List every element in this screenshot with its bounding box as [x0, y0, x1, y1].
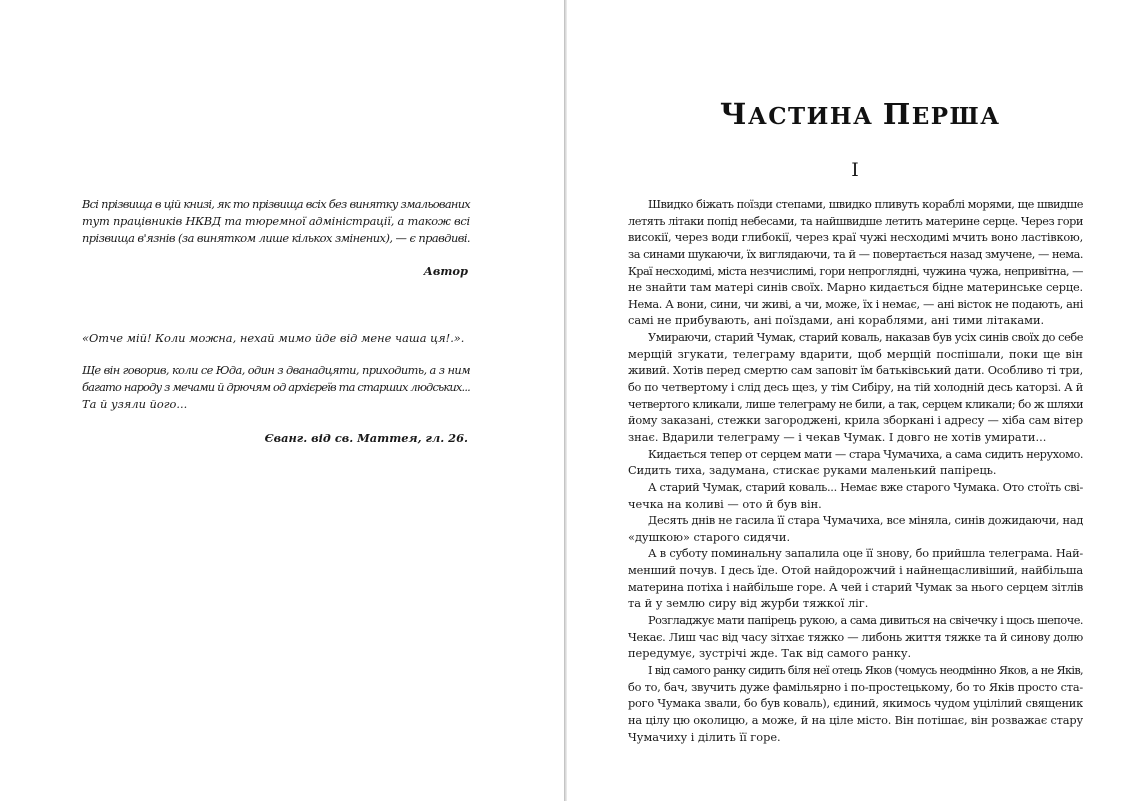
chapter-title-part: П — [882, 97, 912, 131]
body-line: І від самого ранку сидить біля неї отець Яков (чомусь неодмінно Яков, а не Яків, — [648, 662, 1083, 677]
body-line: Розгладжує мати папірець рукою, а сама дивиться на свічечку і щось шепоче. — [648, 613, 1083, 628]
body-line: Нема. А вони, сини, чи живі, а чи, може, їх і немає, — ані вісток не подають, ані — [628, 296, 1083, 311]
epigraph-line: Ще він говорив, коли се Юда, один з дванадцяти, приходить, а з ним — [82, 363, 470, 377]
body-line: Краї несходимі, міста незчислимі, гори непрогляднi, чужина чужа, непривітна, — — [628, 263, 1083, 278]
body-line: Швидко біжать поїзди степами, швидко пливуть кораблі морями, ще швидше — [648, 197, 1083, 211]
chapter-title-part: ЕРША — [911, 103, 1001, 130]
epigraph-source: Єванг. від св. Маттея, гл. 26. — [264, 431, 468, 445]
epigraph-line: багато народу з мечами й дрючям од архієреїв та старших людських... — [82, 380, 470, 394]
note-line: прізвища в'язнів (за винятком лише кількох змінених), — є правдиві. — [82, 231, 471, 245]
body-line: самі не прибувають, ані поїздами, ані кораблями, ані тими літаками. — [628, 313, 1045, 328]
body-line: Кидається тепер от серцем мати — стара Чумачиха, а сама сидить нерухомо. — [648, 446, 1083, 461]
body-line: Чекає. Лиш час від часу зітхає тяжко — либонь життя тяжке та й синову долю — [628, 629, 1083, 644]
body-line: менший почув. І десь їде. Отой найдорожчий і найнещасливіший, найбільша — [628, 563, 1083, 578]
chapter-body — [628, 196, 1083, 745]
body-line: летять літаки попід небесами, та найшвидше летить материне серце. Через гори — [628, 213, 1083, 228]
left-page — [0, 0, 564, 801]
section-number: I — [851, 159, 859, 181]
body-line: Сидить тиха, задумана, стискає руками маленький папірець. — [628, 463, 997, 478]
chapter-title — [720, 97, 1001, 131]
body-line: за синами шукаючи, їх виглядаючи, та й — повертається назад змучене, — нема. — [628, 246, 1083, 261]
body-line: бо по четвертому і слід десь щез, у тім Сибіру, на тій холодній десь каторзі. А й — [628, 380, 1083, 395]
body-line: чечка на коливі — ото й був він. — [628, 496, 822, 511]
body-line: рого Чумака звали, бо був коваль), єдиний, якимось чудом уцілілий священик — [628, 696, 1083, 711]
chapter-title-part: АСТИНА — [747, 103, 883, 130]
body-line: на цілу цю околицю, а може, й на ціле місто. Він потішає, він розважає стару — [628, 712, 1083, 727]
body-line: передумує, зустрічі жде. Так від самого ранку. — [628, 646, 912, 661]
body-line: Чумачиху і ділить її горе. — [628, 729, 781, 744]
note-line: Всі прізвища в цій книзі, як то прізвища всіх без винятку змальованих — [82, 197, 471, 211]
body-line: А в суботу поминальну запалила оце її знову, бо прийшла телеграма. Най- — [648, 546, 1083, 561]
epigraph-line: Та й узяли його... — [82, 397, 188, 411]
body-line: Десять днів не гасила її стара Чумачиха, все міняла, синів дожидаючи, над — [648, 513, 1083, 528]
body-line: материна потіха і найбільше горе. А чей і старий Чумак за нього серцем зітлів — [628, 579, 1083, 594]
note-author: Автор — [423, 264, 468, 278]
body-line: не знайти там матері синів своїх. Марно кидається бідне материнське серце. — [628, 280, 1083, 295]
body-line: йому заказані, стежки загороджені, крила зборкані і адресу — хіба сам вітер — [628, 413, 1083, 428]
body-line: «душкою» старого сидячи. — [628, 529, 791, 544]
body-line: четвертого кликали, лише телеграму не били, а так, серцем кликали; бо ж шляхи — [628, 396, 1083, 411]
note-line: тут працівників НКВД та тюремної адміністрації, а також всі — [82, 214, 470, 228]
body-line: знає. Вдарили телеграму — і чекав Чумак. І довго не хотів умирати... — [628, 429, 1047, 444]
chapter-title-part: Ч — [720, 97, 748, 131]
body-line: мерщій згукати, телеграму вдарити, щоб мерщій поспішали, поки ще він — [628, 346, 1083, 361]
body-line: живий. Хотів перед смертю сам заповіт їм батьківський дати. Особливо ті три, — [628, 363, 1083, 378]
body-line: А старий Чумак, старий коваль... Немає вже старого Чумака. Ото стоїть сві- — [648, 479, 1083, 494]
body-line: високії, через води глибокії, через краї чужі несходимі мчить воно ластівкою, — [628, 230, 1083, 245]
body-line: та й у землю сиру від журби тяжкої ліг. — [628, 596, 869, 611]
body-line: бо то, бач, звучить дуже фамільярно і по-простецькому, бо то Яків просто ста- — [628, 679, 1083, 694]
epigraph-quote: «Отче мій! Коли можна, нехай мимо йде від мене чаша ця!.». — [82, 331, 465, 345]
body-line: Умираючи, старий Чумак, старий коваль, наказав був усіх синів своїх до себе — [648, 330, 1083, 345]
